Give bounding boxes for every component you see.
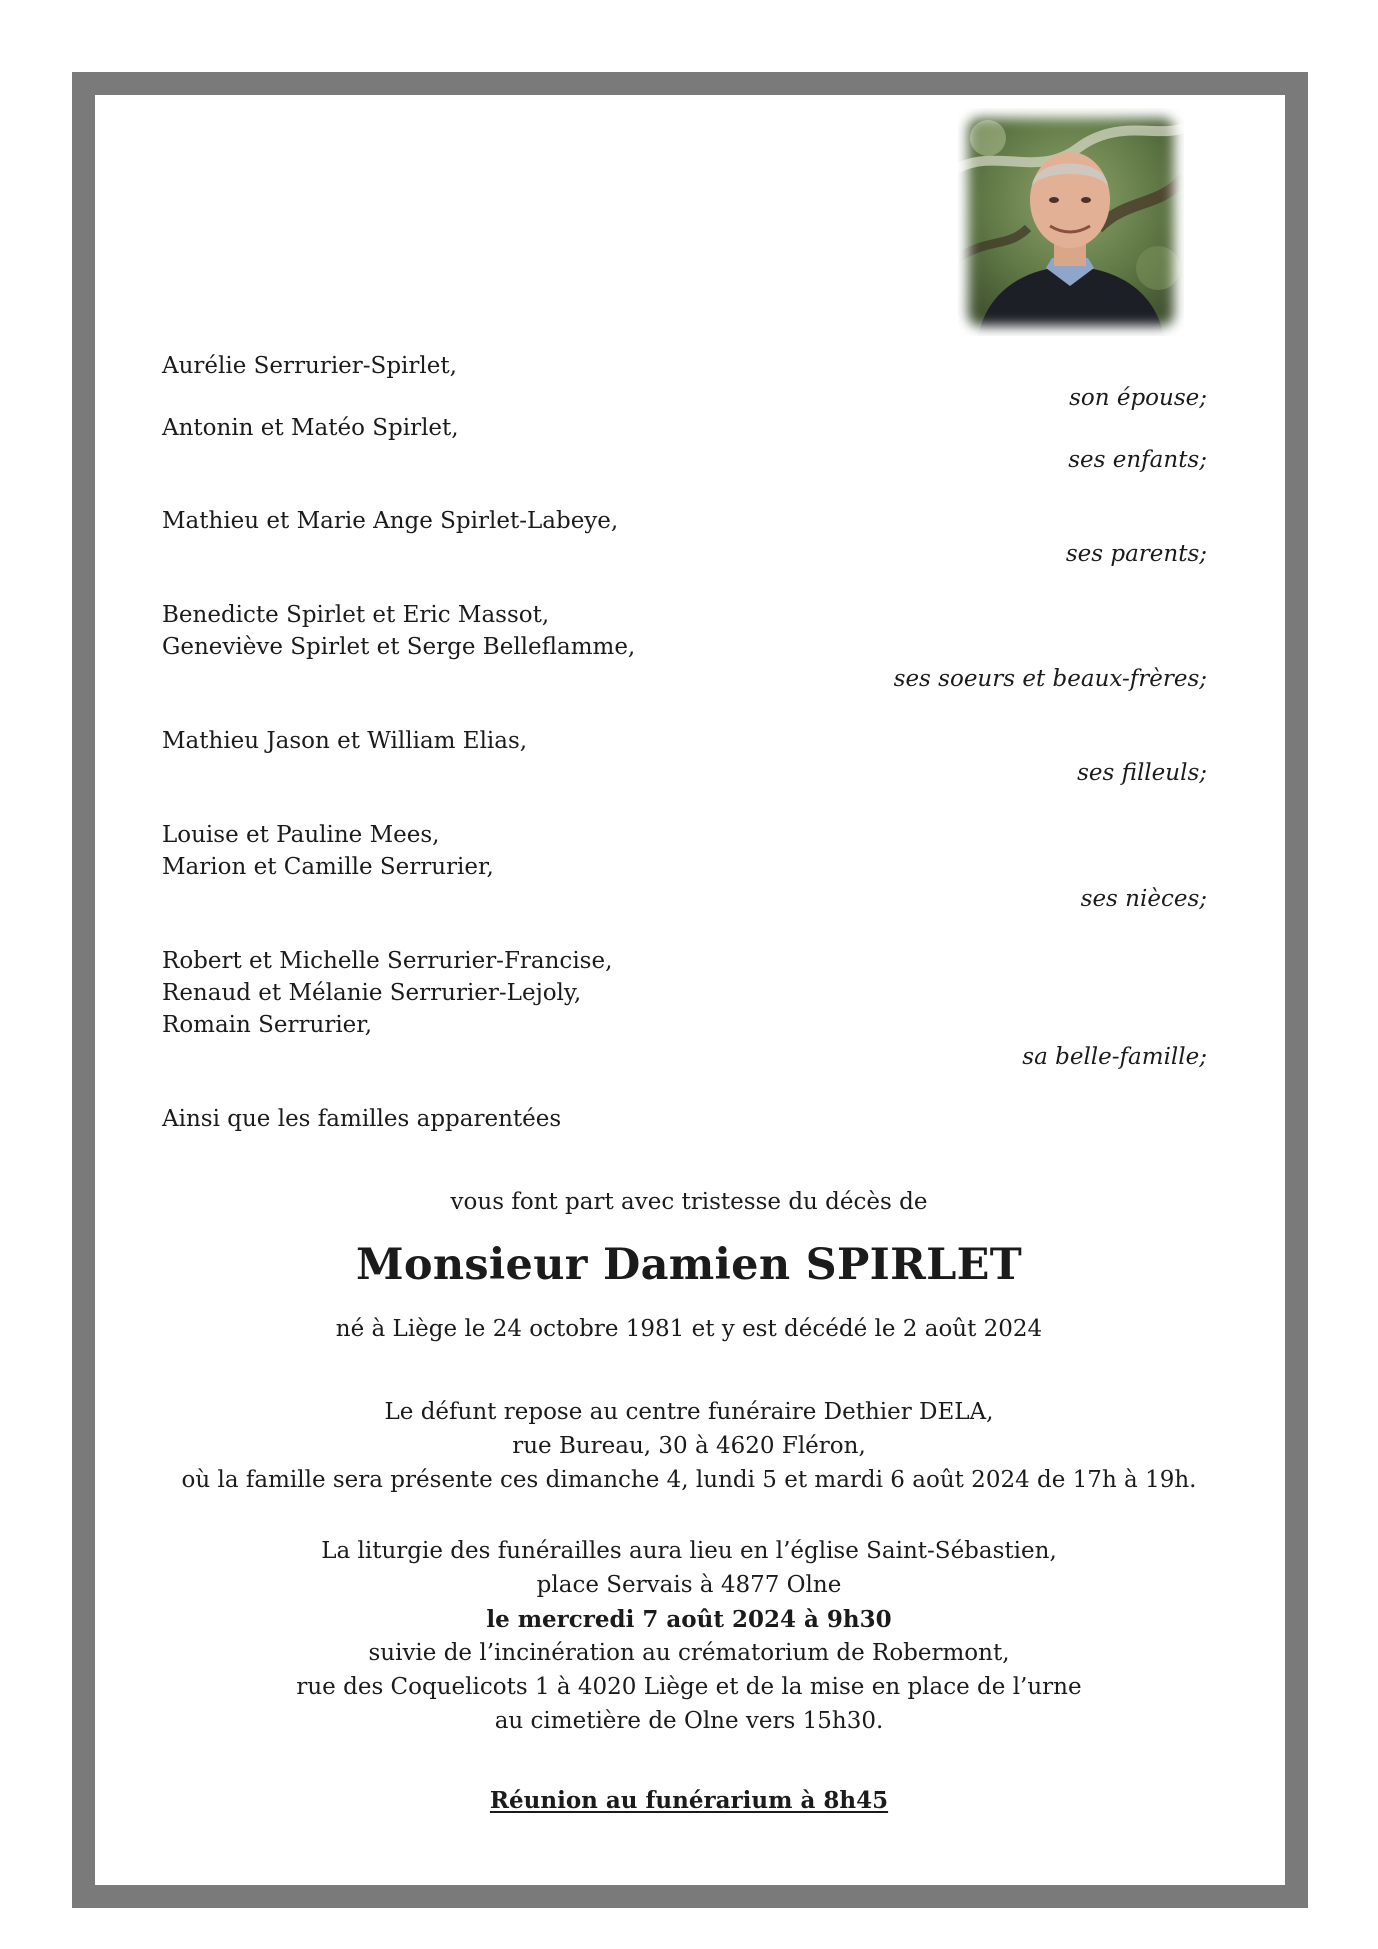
viewing-line-1: Le défunt repose au centre funéraire Dethier DELA, bbox=[384, 1399, 994, 1425]
funeral-datetime: le mercredi 7 août 2024 à 9h30 bbox=[486, 1606, 892, 1633]
funeral-line-1: La liturgie des funérailles aura lieu en l’église Saint-Sébastien, bbox=[321, 1538, 1057, 1564]
funeral-line-5: rue des Coquelicots 1 à 4020 Liège et de la mise en place de l’urne bbox=[296, 1674, 1082, 1700]
viewing-line-2: rue Bureau, 30 à 4620 Fléron, bbox=[512, 1433, 866, 1459]
spouse-name: Aurélie Serrurier-Spirlet, bbox=[162, 353, 457, 379]
parents-names: Mathieu et Marie Ange Spirlet-Labeye, bbox=[162, 508, 619, 534]
deceased-name: Monsieur Damien SPIRLET bbox=[355, 1240, 1023, 1290]
nieces-name-1: Louise et Pauline Mees, bbox=[162, 822, 440, 848]
funeral-line-2: place Servais à 4877 Olne bbox=[536, 1572, 842, 1598]
viewing-line-3: où la famille sera présente ces dimanche 4, lundi 5 et mardi 6 août 2024 de 17h à 19h. bbox=[181, 1467, 1197, 1493]
funeral-line-4: suivie de l’incinération au crématorium de Robermont, bbox=[368, 1640, 1010, 1666]
meeting-note: Réunion au funérarium à 8h45 bbox=[489, 1787, 889, 1814]
children-names: Antonin et Matéo Spirlet, bbox=[162, 415, 459, 441]
parents-role: ses parents; bbox=[1065, 541, 1207, 567]
spouse-role: son épouse; bbox=[1069, 385, 1207, 411]
nieces-role: ses nièces; bbox=[1080, 886, 1207, 912]
funeral-line-6: au cimetière de Olne vers 15h30. bbox=[494, 1708, 884, 1734]
inlaws-name-3: Romain Serrurier, bbox=[162, 1012, 373, 1038]
godchildren-names: Mathieu Jason et William Elias, bbox=[162, 728, 528, 754]
godchildren-role: ses filleuls; bbox=[1077, 760, 1207, 786]
siblings-name-1: Benedicte Spirlet et Eric Massot, bbox=[162, 602, 550, 628]
related-families: Ainsi que les familles apparentées bbox=[162, 1106, 562, 1132]
siblings-name-2: Geneviève Spirlet et Serge Belleflamme, bbox=[162, 634, 636, 660]
children-role: ses enfants; bbox=[1068, 447, 1207, 473]
life-dates: né à Liège le 24 octobre 1981 et y est décédé le 2 août 2024 bbox=[335, 1316, 1043, 1342]
portrait-photo bbox=[958, 108, 1184, 336]
nieces-name-2: Marion et Camille Serrurier, bbox=[162, 854, 494, 880]
inlaws-name-2: Renaud et Mélanie Serrurier-Lejoly, bbox=[162, 980, 582, 1006]
inlaws-name-1: Robert et Michelle Serrurier-Francise, bbox=[162, 948, 613, 974]
inlaws-role: sa belle-famille; bbox=[1022, 1044, 1207, 1070]
announcement-intro: vous font part avec tristesse du décès de bbox=[450, 1189, 928, 1215]
siblings-role: ses soeurs et beaux-frères; bbox=[893, 666, 1207, 692]
